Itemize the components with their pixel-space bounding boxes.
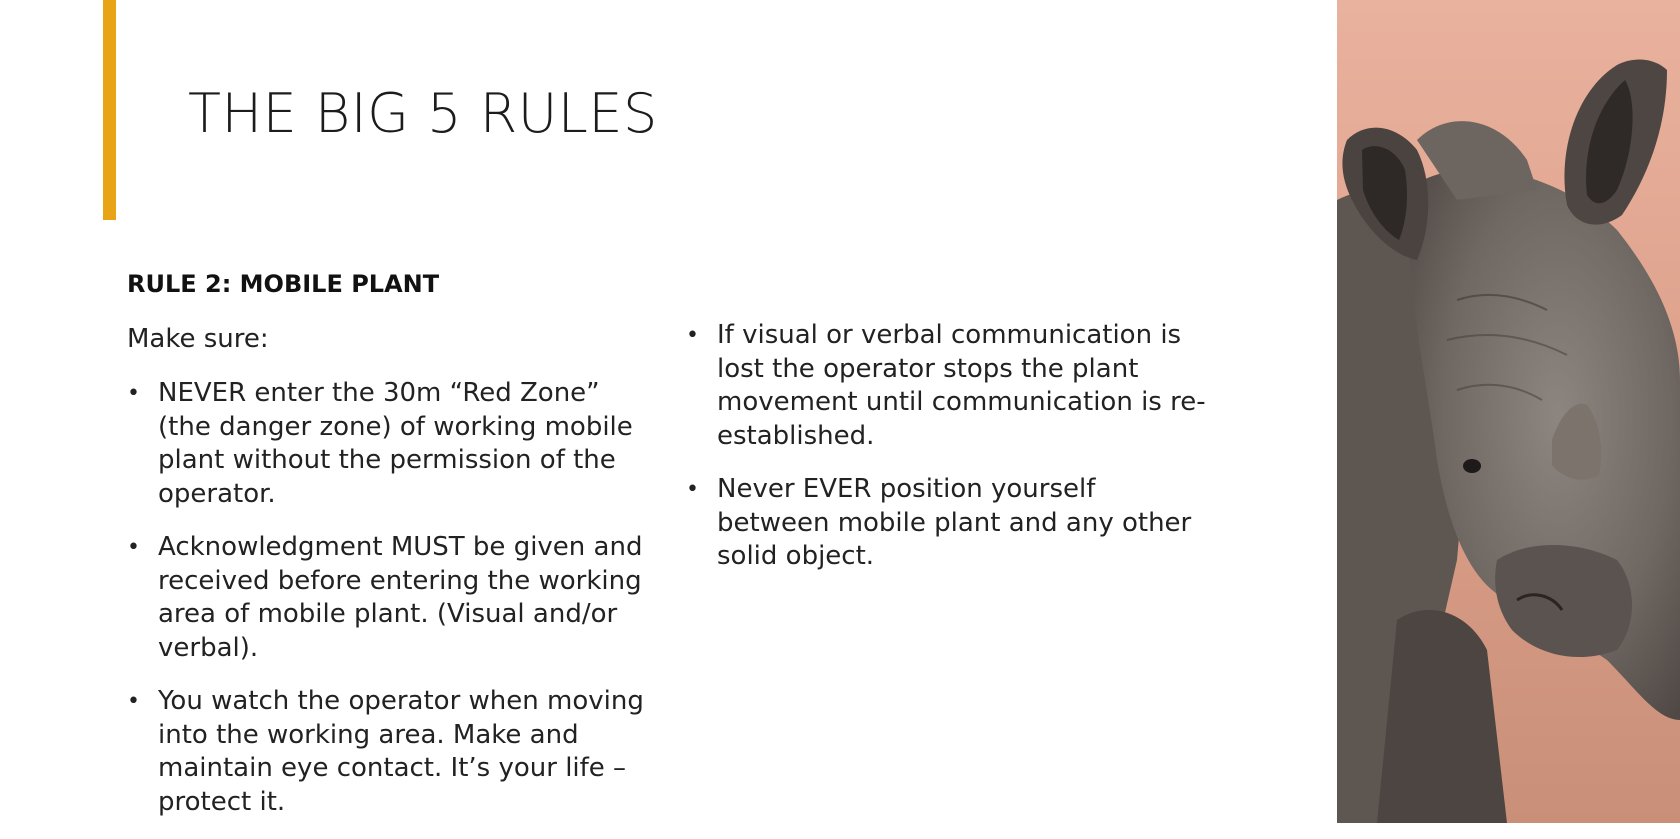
bullet-text: NEVER enter the 30m “Red Zone” (the danger zone) of working mobile plant without the permission of the operator.	[158, 378, 633, 509]
bullet-item	[127, 685, 647, 819]
slide-title: THE BIG 5 RULES	[188, 82, 658, 145]
right-bullet-list	[686, 319, 1206, 594]
bullet-item	[686, 319, 1206, 453]
bullet-text: If visual or verbal communication is lost the operator stops the plant movement until communication is re-established.	[717, 320, 1206, 451]
bullet-item	[686, 473, 1206, 574]
rule-heading: RULE 2: MOBILE PLANT	[127, 270, 440, 298]
bullet-text: You watch the operator when moving into the working area. Make and maintain eye contact. It’s your life – protect it.	[158, 686, 644, 817]
bullet-icon: •	[686, 477, 699, 502]
left-bullet-list	[127, 377, 647, 839]
bullet-icon: •	[127, 535, 140, 560]
bullet-item	[127, 377, 647, 511]
bullet-icon: •	[127, 381, 140, 406]
rhino-photo	[1337, 0, 1680, 823]
intro-text: Make sure:	[127, 324, 269, 354]
bullet-text: Acknowledgment MUST be given and received before entering the working area of mobile plant. (Visual and/or verbal).	[158, 532, 643, 663]
bullet-icon: •	[127, 689, 140, 714]
bullet-icon: •	[686, 323, 699, 348]
bullet-item	[127, 531, 647, 665]
accent-bar	[103, 0, 116, 220]
bullet-text: Never EVER position yourself between mobile plant and any other solid object.	[717, 474, 1192, 571]
